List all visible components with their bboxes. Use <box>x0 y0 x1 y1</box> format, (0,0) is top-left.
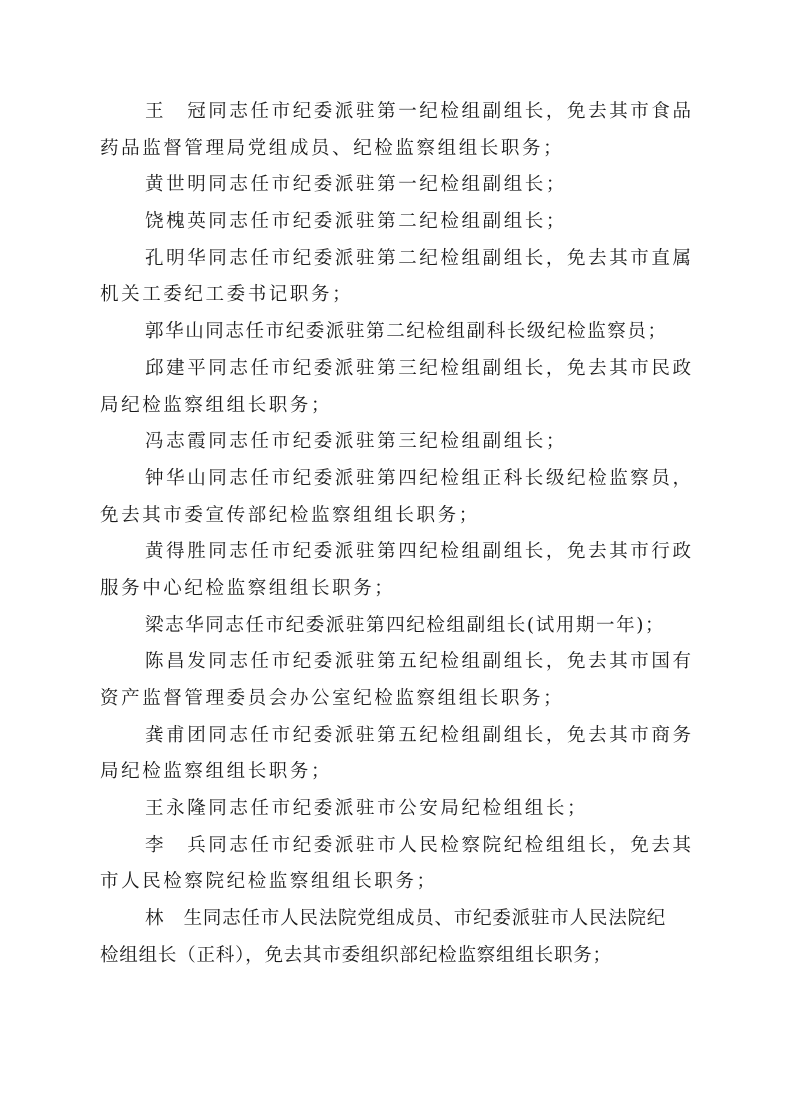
text-line-20: 王永隆同志任市纪委派驻市公安局纪检组组长； <box>145 798 589 820</box>
text-line-1: 王 冠同志任市纪委派驻第一纪检组副组长，免去其市食品 <box>145 101 694 122</box>
text-line-15: 梁志华同志任市纪委派驻第四纪检组副组长(试用期一年)； <box>145 614 666 636</box>
text-line-19: 局纪检监察组组长职务； <box>100 761 333 783</box>
text-line-18: 龚甫团同志任市纪委派驻第五纪检组副组长，免去其市商务 <box>145 724 694 746</box>
text-line-14: 服务中心纪检监察组组长职务； <box>100 577 396 599</box>
text-line-24: 检组组长（正科），免去其市委组织部纪检监察组组长职务； <box>100 944 612 966</box>
text-line-16: 陈昌发同志任市纪委派驻第五纪检组副组长，免去其市国有 <box>145 651 694 673</box>
text-line-8: 邱建平同志任市纪委派驻第三纪检组副组长，免去其市民政 <box>145 357 694 379</box>
text-line-3: 黄世明同志任市纪委派驻第一纪检组副组长； <box>145 174 568 196</box>
text-line-11: 钟华山同志任市纪委派驻第四纪检组正科长级纪检监察员， <box>145 467 694 489</box>
text-line-10: 冯志霞同志任市纪委派驻第三纪检组副组长； <box>145 431 568 453</box>
appointment-text <box>100 94 700 975</box>
text-line-5: 孔明华同志任市纪委派驻第二纪检组副组长，免去其市直属 <box>145 247 694 269</box>
text-line-22: 市人民检察院纪检监察组组长职务； <box>100 871 438 893</box>
text-line-13: 黄得胜同志任市纪委派驻第四纪检组副组长，免去其市行政 <box>145 541 694 563</box>
text-line-23: 林 生同志任市人民法院党组成员、市纪委派驻市人民法院纪 <box>145 908 667 930</box>
text-line-7: 郭华山同志任市纪委派驻第二纪检组副科长级纪检监察员； <box>145 321 668 343</box>
text-line-2: 药品监督管理局党组成员、纪检监察组组长职务； <box>100 137 565 159</box>
text-line-4: 饶槐英同志任市纪委派驻第二纪检组副组长； <box>145 211 568 233</box>
text-line-6: 机关工委纪工委书记职务； <box>100 284 354 306</box>
text-line-12: 免去其市委宣传部纪检监察组组长职务； <box>100 504 480 526</box>
text-line-21: 李 兵同志任市纪委派驻市人民检察院纪检组组长，免去其 <box>145 834 694 856</box>
text-line-17: 资产监督管理委员会办公室纪检监察组组长职务； <box>100 688 565 709</box>
text-line-9: 局纪检监察组组长职务； <box>100 394 333 416</box>
